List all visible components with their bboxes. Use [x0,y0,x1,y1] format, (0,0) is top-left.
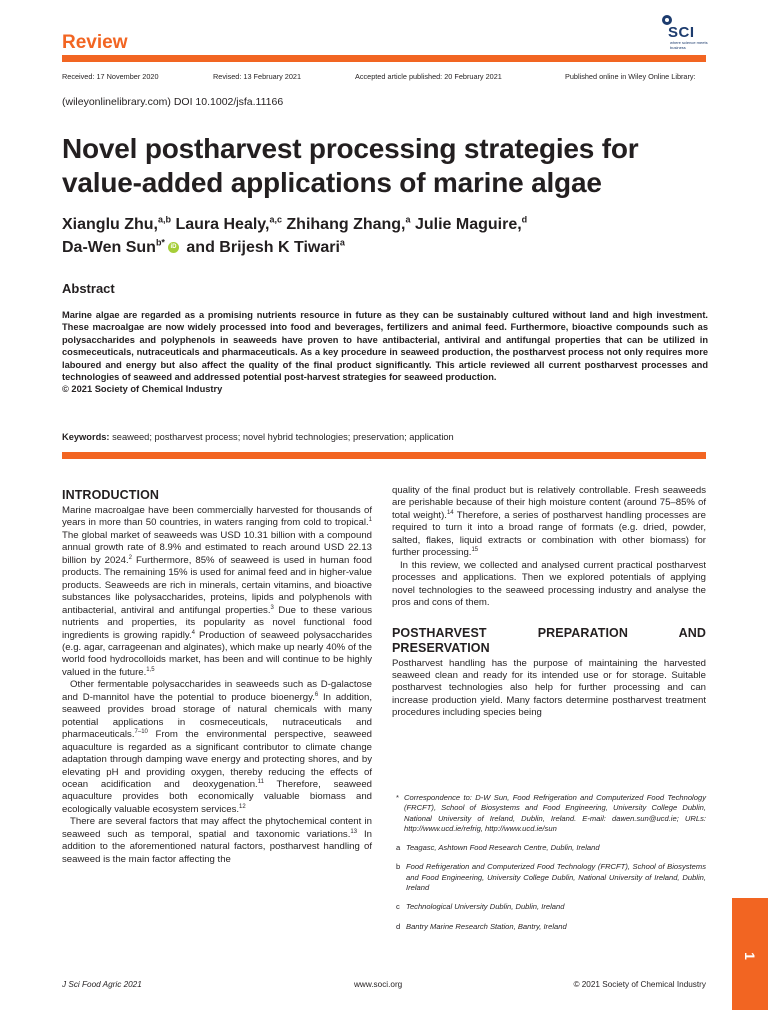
logo-wordmark: SCI [668,24,695,41]
keywords-line [62,432,708,442]
article-title [62,132,702,200]
body-paragraph: Postharvest handling has the purpose of maintaining the harvested seaweed clean and ready for its intended use or for storage. Suitable postharvest technologies also help for further processing and can increase production yield. Many factors determine postharvest treatment procedures including species being [392,657,706,719]
note-marker: a [396,843,401,853]
right-column [392,485,706,720]
citation-ref[interactable]: 7–10 [134,728,148,735]
citation-ref[interactable]: 15 [471,547,479,554]
body-paragraph: Marine macroalgae have been commercially harvested for thousands of years in more than 50 countries, in waters ranging from cold to tropical.$^1$ The global market of seaweeds was USD 10.31 billion with a compound annual growth rate of 8.9% and estimated to reach around USD 22.13 billion by 2024.$^2$ Furthermore, 85% of seaweed is used in human food products. The remaining 15% is used for animal feed and in higher-value products. Seaweeds are rich in minerals, certain vitamins, and bioactive substances like polysaccharides, proteins, lipids and polyphenols with antibacterial, antiviral and antifungal properties.$^3$ Due to these various nutrients and properties, its popularity as novel functional food ingredients is growing rapidly.$^4$ Production of seaweed polysaccharides (e.g. agar, carrageenan and alginates), which make up nearly 40% of the world food hydrocolloids market, has been and will continue to be highly valued in the future.$^{1,5}$ [62,505,372,678]
citation-ref[interactable]: 4 [191,629,195,636]
citation-ref[interactable]: 11 [257,778,264,785]
author-name[interactable]: Xianglu Zhu, [62,216,158,233]
citation-ref[interactable]: 14 [446,509,454,516]
note-marker: d [396,921,401,931]
body-paragraph: Other fermentable polysaccharides in seaweeds such as D-galactose and D-mannitol have the potential to produce bioenergy.$^6$ In addition, seaweed provides broad storage of natural chemicals with many potential applications in cosmeceuticals, nutraceuticals and pharmaceuticals.$^{7-10}$ From the environmental perspective, seaweed aquaculture is regarded as a significant contributor to climate change adaptation through damping wave energy and protecting shores, and by elevating pH and providing oxygen, thereby reducing the effects of ocean acidification and deoxygenation.$^{11}$ Therefore, seaweed aquaculture provides both economically valuable biomass and ecologically valuable ecosystem services.$^{12}$ [62,679,372,815]
orcid-icon[interactable]: iD [168,242,179,253]
citation-ref[interactable]: 1 [368,517,372,524]
citation-ref[interactable]: 6 [314,691,319,698]
author-name[interactable]: Zhihang Zhang, [286,216,406,233]
affiliation-note [392,902,706,912]
note-text: Technological University Dublin, Dublin, Ireland [406,902,565,912]
abstract-heading: Abstract [62,281,115,296]
author-name[interactable]: Julie Maguire, [414,216,522,233]
author-list [62,213,722,259]
page-number: 1 [742,952,758,960]
note-text: Correspondence to: D-W Sun, Food Refrigeration and Computerized Food Technology (FRCFT), School of Biosystems and Food Engineering, University College Dublin, National University of Ireland, Dublin, Ireland. E-mail: dawen.sun@ucd.ie; URLs: http://www.ucd.ie/refrig, http://www.ucd.ie/sun [404,793,706,833]
affiliation-note [392,862,706,893]
section-label: Review [62,32,128,53]
note-text: Food Refrigeration and Computerized Food Technology (FRCFT), School of Biosystems and Food Engineering, University College Dublin, National University of Ireland, Dublin, Ireland [406,862,706,893]
site-link[interactable]: www.soci.org [354,980,403,989]
sci-logo [660,12,712,52]
keywords-text: seaweed; postharvest process; novel hybrid technologies; preservation; application [112,432,454,442]
author-affiliation: a,b [158,214,172,225]
note-text: Bantry Marine Research Station, Bantry, Ireland [406,921,567,931]
note-text: Teagasc, Ashtown Food Research Centre, Dublin, Ireland [406,843,600,853]
abstract-body [62,309,708,396]
citation-ref[interactable]: 13 [350,828,358,835]
citation-ref[interactable]: 3 [270,604,274,611]
mid-rule [62,452,706,459]
doi-line[interactable]: (wileyonlinelibrary.com) DOI 10.1002/jsfa.11166 [62,96,284,108]
author-affiliation: a [405,214,411,225]
body-paragraph: quality of the final product but is relatively controllable. Fresh seaweeds are perishable because of their high moisture content (around 75–85% of total weight).$^{14}$ Therefore, a series of postharvest handling processes are required to turn it into a broad range of formats (e.g. dried, powder, salted, flakes, liquid extracts or combination with other biomass) for further processing.$^{15}$ [392,485,706,559]
footnotes [392,793,706,941]
keywords-label: Keywords: [62,432,110,442]
revised-date: Revised: 13 February 2021 [213,72,302,81]
citation-ref[interactable]: 2 [128,554,132,561]
note-marker: c [396,902,400,912]
abstract-text: Marine algae are regarded as a promising nutrients resource in future as they can be sustainably cultured without land and high investment. These macroalgae are now widely processed into food and beverages, fertilizers and animal feed. Furthermore, bioactive compounds such as polysaccharides and polyphenols in seaweeds have proven to have antibacterial, antiviral and antifungal properties that can be utilized in cosmeceuticals, nutraceuticals and pharmaceuticals. As a key procedure in seaweed production, the postharvest process not only requires more laboured and energy but also affect the quality of the final product significantly. This article reviewed all current postharvest processes and technologies of seaweed and addressed potential post-harvest strategies for seaweed production. [62,310,708,383]
note-marker: b [396,862,401,872]
article-dates [62,72,706,84]
page-footer [62,980,706,992]
body-paragraph: In this review, we collected and analysed current practical postharvest processes and applications. Then we explored potentials of applying novel technologies to the seaweed processing industry and analyse the pros and cons of them. [392,559,706,609]
author-affiliation: d [521,214,528,225]
author-name[interactable]: Laura Healy, [175,216,270,233]
author-name[interactable]: and Brijesh K Tiwari [186,239,340,256]
author-name[interactable]: Da-Wen Sun [62,239,156,256]
title-line: value-added applications of marine algae [62,167,602,198]
body-paragraph: There are several factors that may affect the phytochemical content in seaweed such as temporal, spatial and taxonomic variations.$^{13}$ In addition to the aforementioned natural factors, postharvest handling of seaweed is the main factor affecting the [62,816,372,865]
correspondence-note [392,793,706,834]
author-affiliation: a,c [269,214,282,225]
affiliation-note [392,843,706,853]
note-marker: * [396,793,399,802]
journal-name: J Sci Food Agric 2021 [62,980,142,989]
accepted-date: Accepted article published: 20 February 2021 [355,72,502,81]
logo-tagline: where science meets business [670,40,708,50]
citation-ref[interactable]: 12 [239,803,246,810]
citation-ref[interactable]: 1,5 [146,666,155,673]
published-date: Published online in Wiley Online Library: [565,72,696,81]
intro-heading: INTRODUCTION [62,488,160,502]
title-line: Novel postharvest processing strategies for [62,133,639,164]
postharvest-heading: POSTHARVEST PREPARATION AND PRESERVATION [392,625,706,655]
author-affiliation: a [339,237,345,248]
received-date: Received: 17 November 2020 [62,72,159,81]
page-tab [732,898,768,1010]
left-column [62,488,372,866]
footer-copyright: © 2021 Society of Chemical Industry [573,980,706,989]
top-rule [62,55,706,62]
author-affiliation: b* [155,237,165,248]
affiliation-note [392,922,706,932]
abstract-copyright: © 2021 Society of Chemical Industry [62,384,223,395]
